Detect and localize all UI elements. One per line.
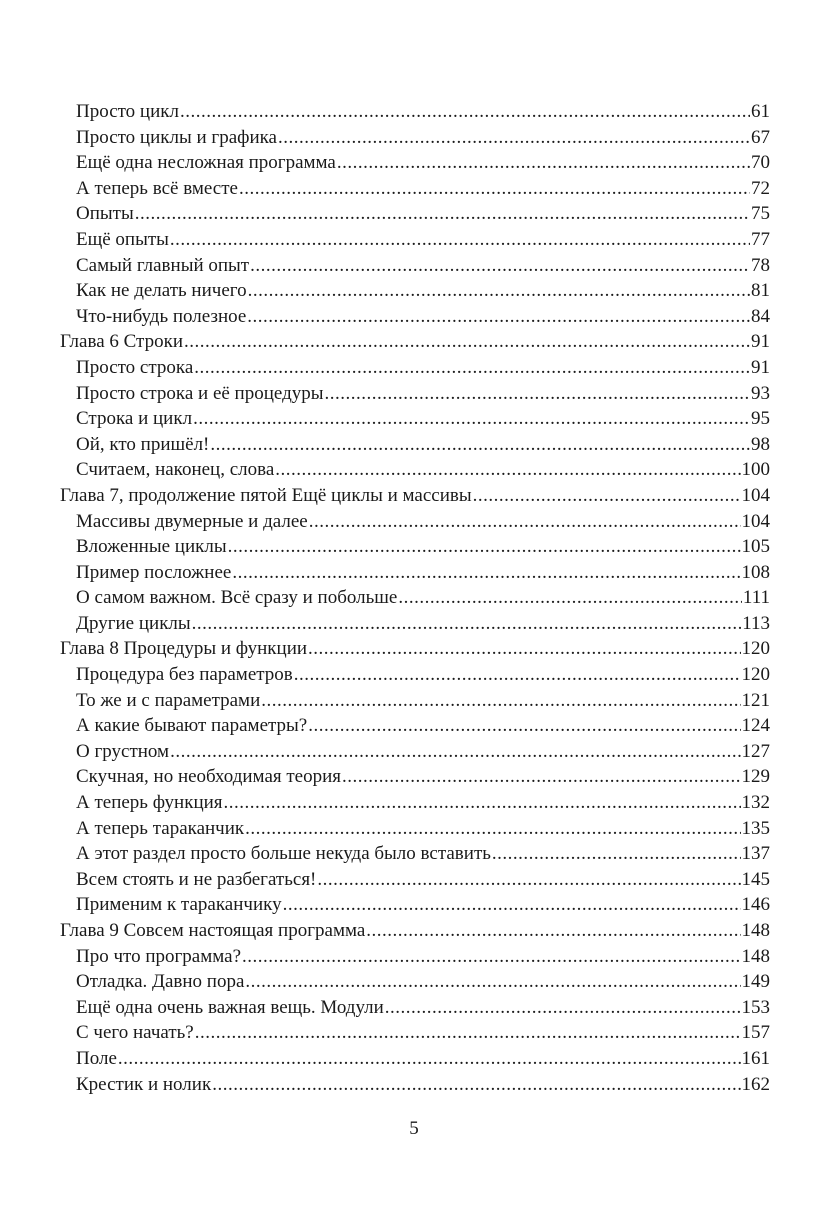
- toc-section-entry[interactable]: [60, 969, 770, 995]
- toc-section-entry[interactable]: [60, 432, 770, 458]
- toc-section-entry[interactable]: [60, 739, 770, 765]
- toc-entry-title: О самом важном. Всё сразу и побольше: [76, 587, 398, 609]
- toc-entry-page: 132: [741, 792, 770, 814]
- toc-dot-leader: [194, 355, 750, 381]
- toc-entry-page: 105: [741, 536, 770, 558]
- toc-entry-page: 61: [751, 101, 770, 122]
- toc-entry-title: Процедура без параметров: [76, 664, 293, 686]
- toc-entry-page: 91: [751, 331, 770, 353]
- toc-entry-page: 149: [741, 971, 770, 993]
- toc-section-entry[interactable]: [60, 867, 770, 893]
- toc-entry-title: Вложенные циклы: [76, 536, 227, 558]
- toc-entry-title: А этот раздел просто больше некуда было вставить: [76, 843, 491, 865]
- toc-entry-title: Глава 9 Совсем настоящая программа: [60, 920, 366, 941]
- toc-entry-page: 124: [741, 715, 770, 737]
- toc-dot-leader: [248, 278, 750, 304]
- toc-entry-page: 137: [741, 843, 770, 865]
- toc-entry-title: Про что программа?: [76, 945, 242, 967]
- toc-dot-leader: [325, 381, 750, 407]
- toc-dot-leader: [275, 457, 740, 483]
- toc-section-entry[interactable]: [60, 150, 770, 176]
- toc-entry-title: То же и с параметрами: [76, 689, 261, 711]
- toc-entry-title: Скучная, но необходимая теория: [76, 766, 342, 788]
- toc-section-entry[interactable]: [60, 509, 770, 535]
- toc-entry-page: 148: [741, 920, 770, 941]
- toc-section-entry[interactable]: [60, 457, 770, 483]
- toc-entry-page: 121: [741, 689, 770, 711]
- toc-chapter-entry[interactable]: [60, 483, 770, 509]
- toc-entry-page: 120: [741, 664, 770, 686]
- toc-entry-title: Поле: [76, 1047, 117, 1069]
- toc-entry-title: Другие циклы: [76, 612, 191, 634]
- toc-entry-title: А теперь функция: [76, 792, 223, 814]
- toc-entry-title: Массивы двумерные и далее: [76, 510, 308, 532]
- toc-section-entry[interactable]: [60, 176, 770, 202]
- toc-dot-leader: [224, 790, 741, 816]
- toc-dot-leader: [492, 841, 741, 867]
- toc-dot-leader: [398, 585, 742, 611]
- toc-entry-title: О грустном: [76, 740, 170, 762]
- toc-dot-leader: [245, 816, 740, 842]
- toc-dot-leader: [228, 534, 741, 560]
- toc-dot-leader: [294, 662, 741, 688]
- toc-section-entry[interactable]: [60, 790, 770, 816]
- toc-section-entry[interactable]: [60, 713, 770, 739]
- toc-entry-title: Глава 7, продолжение пятой Ещё циклы и массивы: [60, 484, 472, 506]
- toc-entry-title: А теперь тараканчик: [76, 817, 245, 839]
- toc-section-entry[interactable]: [60, 841, 770, 867]
- toc-dot-leader: [366, 918, 740, 944]
- toc-entry-title: Всем стоять и не разбегаться!: [76, 868, 317, 890]
- toc-entry-title: Опыты: [76, 203, 134, 225]
- toc-section-entry[interactable]: [60, 99, 770, 125]
- table-of-contents: [60, 99, 770, 1097]
- toc-dot-leader: [232, 560, 740, 586]
- toc-dot-leader: [239, 176, 750, 202]
- toc-dot-leader: [242, 944, 740, 970]
- toc-dot-leader: [184, 329, 750, 355]
- toc-dot-leader: [342, 764, 740, 790]
- toc-entry-page: 104: [741, 484, 770, 506]
- toc-entry-page: 95: [751, 408, 770, 430]
- toc-entry-page: 98: [751, 433, 770, 455]
- toc-entry-title: Считаем, наконец, слова: [76, 459, 275, 481]
- toc-entry-page: 146: [741, 894, 770, 916]
- toc-dot-leader: [170, 227, 750, 253]
- toc-entry-title: А теперь всё вместе: [76, 177, 238, 199]
- toc-section-entry[interactable]: [60, 764, 770, 790]
- toc-entry-title: Пример посложнее: [76, 561, 232, 583]
- toc-section-entry[interactable]: [60, 304, 770, 330]
- toc-entry-page: 148: [741, 945, 770, 967]
- toc-dot-leader: [195, 1020, 741, 1046]
- toc-section-entry[interactable]: [60, 662, 770, 688]
- toc-entry-page: 78: [751, 254, 770, 276]
- page-number: 5: [409, 1118, 419, 1139]
- toc-dot-leader: [192, 611, 742, 637]
- toc-entry-page: 108: [741, 561, 770, 583]
- toc-entry-title: Глава 8 Процедуры и функции: [60, 638, 308, 660]
- toc-dot-leader: [245, 969, 740, 995]
- toc-chapter-entry[interactable]: [60, 636, 770, 662]
- toc-section-entry[interactable]: [60, 381, 770, 407]
- toc-section-entry[interactable]: [60, 1072, 770, 1098]
- toc-section-entry[interactable]: [60, 253, 770, 279]
- toc-dot-leader: [135, 201, 750, 227]
- toc-entry-page: 75: [751, 203, 770, 225]
- toc-entry-title: Глава 6 Строки: [60, 331, 183, 353]
- toc-entry-page: 104: [741, 510, 770, 532]
- toc-entry-title: Просто циклы и графика: [76, 126, 277, 148]
- toc-dot-leader: [261, 688, 740, 714]
- toc-entry-page: 161: [741, 1047, 770, 1069]
- toc-entry-title: Применим к тараканчику: [76, 894, 282, 916]
- toc-entry-page: 135: [741, 817, 770, 839]
- toc-chapter-entry[interactable]: [60, 329, 770, 355]
- toc-entry-title: Как не делать ничего: [76, 280, 247, 302]
- toc-entry-page: 93: [751, 382, 770, 404]
- toc-entry-title: Самый главный опыт: [76, 254, 250, 276]
- toc-entry-page: 120: [741, 638, 770, 660]
- toc-entry-page: 111: [742, 587, 770, 609]
- toc-entry-page: 72: [751, 177, 770, 199]
- toc-entry-page: 91: [751, 356, 770, 378]
- toc-dot-leader: [283, 892, 741, 918]
- toc-entry-page: 77: [751, 228, 770, 250]
- toc-section-entry[interactable]: [60, 995, 770, 1021]
- toc-entry-title: Просто строка и её процедуры: [76, 382, 324, 404]
- toc-entry-page: 67: [751, 126, 770, 148]
- toc-section-entry[interactable]: [60, 585, 770, 611]
- toc-section-entry[interactable]: [60, 227, 770, 253]
- toc-dot-leader: [170, 739, 740, 765]
- toc-section-entry[interactable]: [60, 355, 770, 381]
- toc-dot-leader: [250, 253, 750, 279]
- toc-entry-page: 145: [741, 868, 770, 890]
- toc-section-entry[interactable]: [60, 816, 770, 842]
- toc-entry-page: 113: [742, 612, 770, 634]
- toc-dot-leader: [118, 1046, 741, 1072]
- toc-entry-title: Строка и цикл: [76, 408, 193, 430]
- toc-dot-leader: [308, 713, 740, 739]
- toc-entry-page: 70: [751, 152, 770, 174]
- toc-entry-title: Ещё одна очень важная вещь. Модули: [76, 996, 384, 1018]
- toc-entry-page: 162: [741, 1073, 770, 1095]
- toc-entry-page: 84: [751, 305, 770, 327]
- toc-section-entry[interactable]: [60, 611, 770, 637]
- toc-entry-title: А какие бывают параметры?: [76, 715, 308, 737]
- toc-entry-title: Просто строка: [76, 356, 194, 378]
- toc-section-entry[interactable]: [60, 534, 770, 560]
- toc-entry-page: 127: [741, 740, 770, 762]
- toc-dot-leader: [473, 483, 741, 509]
- toc-section-entry[interactable]: [60, 125, 770, 151]
- toc-dot-leader: [317, 867, 740, 893]
- toc-dot-leader: [385, 995, 741, 1021]
- toc-entry-page: 100: [741, 459, 770, 481]
- toc-entry-title: Что-нибудь полезное: [76, 305, 247, 327]
- toc-section-entry[interactable]: [60, 1020, 770, 1046]
- toc-entry-title: Ещё одна несложная программа: [76, 152, 336, 174]
- toc-section-entry[interactable]: [60, 892, 770, 918]
- toc-section-entry[interactable]: [60, 944, 770, 970]
- toc-entry-title: Крестик и нолик: [76, 1073, 212, 1095]
- toc-dot-leader: [278, 125, 750, 151]
- toc-entry-title: Просто цикл: [76, 101, 179, 122]
- toc-entry-page: 153: [741, 996, 770, 1018]
- toc-section-entry[interactable]: [60, 688, 770, 714]
- toc-section-entry[interactable]: [60, 201, 770, 227]
- toc-dot-leader: [308, 636, 740, 662]
- toc-entry-page: 81: [751, 280, 770, 302]
- toc-dot-leader: [210, 432, 750, 458]
- toc-dot-leader: [337, 150, 750, 176]
- toc-section-entry[interactable]: [60, 278, 770, 304]
- toc-dot-leader: [193, 406, 750, 432]
- toc-entry-title: Отладка. Давно пора: [76, 971, 245, 993]
- toc-chapter-entry[interactable]: [60, 918, 770, 944]
- toc-dot-leader: [247, 304, 750, 330]
- toc-dot-leader: [309, 509, 741, 535]
- toc-entry-page: 157: [741, 1022, 770, 1044]
- toc-dot-leader: [180, 99, 750, 125]
- toc-section-entry[interactable]: [60, 1046, 770, 1072]
- toc-entry-title: С чего начать?: [76, 1022, 194, 1044]
- toc-entry-title: Ещё опыты: [76, 228, 169, 250]
- toc-section-entry[interactable]: [60, 406, 770, 432]
- toc-section-entry[interactable]: [60, 560, 770, 586]
- toc-entry-page: 129: [741, 766, 770, 788]
- toc-entry-title: Ой, кто пришёл!: [76, 433, 210, 455]
- toc-dot-leader: [212, 1072, 740, 1098]
